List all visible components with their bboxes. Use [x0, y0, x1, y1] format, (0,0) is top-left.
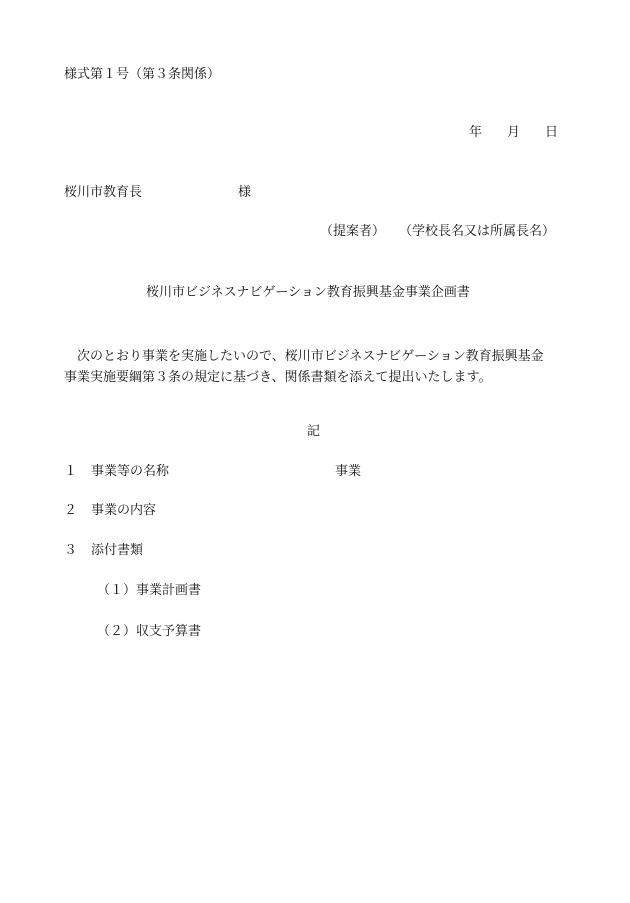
- month-label: 月: [507, 125, 521, 140]
- proposer-label: （提案者）: [320, 224, 386, 239]
- attachment-business-plan: （１）事業計画書: [97, 583, 202, 598]
- item-suffix: 事業: [335, 464, 362, 479]
- item-project-name: [64, 464, 362, 479]
- honorific: 様: [238, 185, 252, 200]
- date-line: [469, 126, 558, 139]
- item-attachments: [64, 544, 143, 557]
- attachment-budget: （２）収支予算書: [97, 624, 202, 639]
- addressee-line: [64, 186, 251, 199]
- item-project-content: [64, 504, 156, 517]
- body-text: [64, 346, 582, 388]
- year-label: 年: [469, 125, 483, 140]
- proposer-note: （学校長名又は所属長名）: [399, 224, 556, 239]
- item-label: 事業等の名称: [91, 464, 170, 479]
- document-title: 桜川市ビジネスナビゲーション教育振興基金事業企画書: [146, 285, 470, 300]
- ki-heading: 記: [307, 424, 321, 439]
- recipient: 桜川市教育長: [64, 185, 143, 200]
- item-number: ３: [64, 543, 78, 558]
- item-label: 事業の内容: [91, 503, 157, 518]
- day-label: 日: [545, 125, 559, 140]
- body-line: 事業実施要綱第３条の規定に基づき、関係書類を添えて提出いたします。: [64, 370, 492, 385]
- proposer-line: [320, 225, 555, 238]
- item-label: 添付書類: [91, 543, 144, 558]
- item-number: １: [64, 464, 78, 479]
- item-number: ２: [64, 503, 78, 518]
- form-number: 様式第１号（第３条関係）: [64, 67, 221, 82]
- body-line: 次のとおり事業を実施したいので、桜川市ビジネスナビゲーション教育振興基金: [64, 349, 544, 364]
